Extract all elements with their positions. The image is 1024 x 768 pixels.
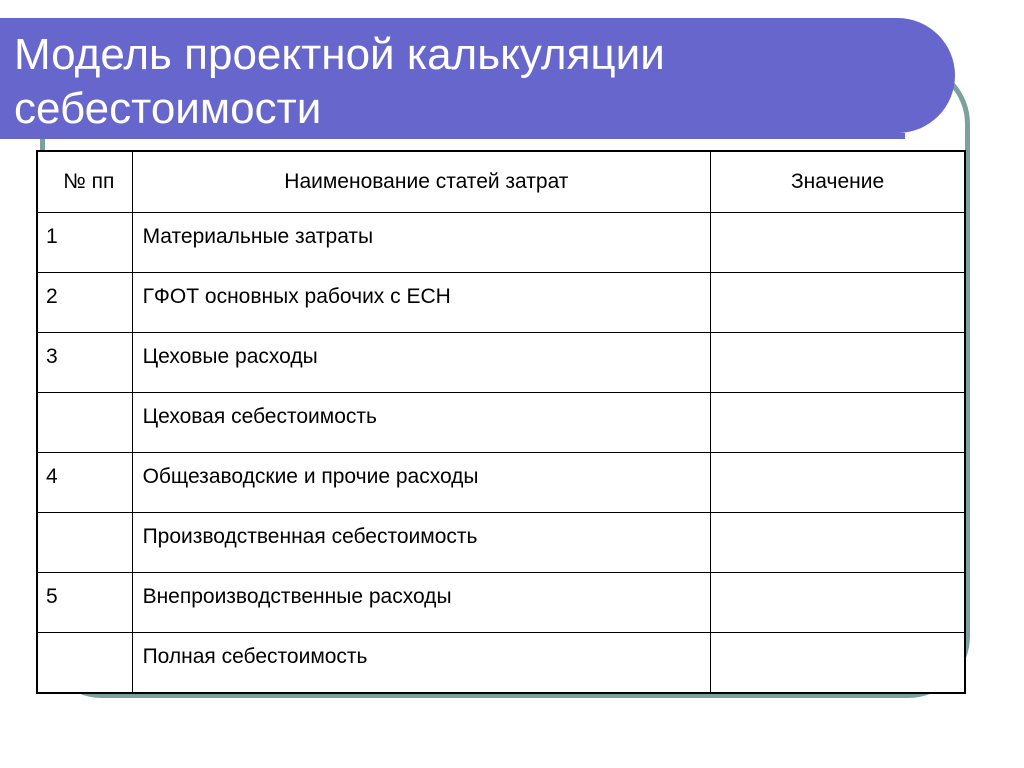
row-number [37, 393, 132, 453]
row-number: 4 [37, 453, 132, 513]
row-value [711, 573, 965, 633]
title-underline [0, 133, 905, 139]
row-number: 1 [37, 213, 132, 273]
row-value [711, 633, 965, 693]
row-number: 2 [37, 273, 132, 333]
table-header-row [37, 151, 965, 213]
row-value [711, 393, 965, 453]
row-item-name: Цеховые расходы [132, 333, 711, 393]
table-row [37, 573, 965, 633]
slide-title [14, 28, 665, 136]
table-row [37, 633, 965, 693]
row-number [37, 633, 132, 693]
row-item-name: Материальные затраты [132, 213, 711, 273]
row-item-name: ГФОТ основных рабочих с ЕСН [132, 273, 711, 333]
table-row [37, 273, 965, 333]
row-item-name: Общезаводские и прочие расходы [132, 453, 711, 513]
row-item-name: Полная себестоимость [132, 633, 711, 693]
header-value: Значение [711, 151, 965, 213]
row-number: 5 [37, 573, 132, 633]
title-line-1: Модель проектной калькуляции [14, 30, 665, 79]
table-row [37, 213, 965, 273]
title-band [0, 18, 955, 133]
row-value [711, 273, 965, 333]
table-row [37, 333, 965, 393]
row-value [711, 513, 965, 573]
row-number [37, 513, 132, 573]
row-value [711, 333, 965, 393]
header-item-name: Наименование статей затрат [132, 151, 711, 213]
row-value [711, 453, 965, 513]
title-line-2: себестоимости [14, 84, 322, 133]
row-item-name: Цеховая себестоимость [132, 393, 711, 453]
table-row [37, 513, 965, 573]
header-number: № пп [37, 151, 132, 213]
cost-calculation-table [36, 150, 966, 694]
table-row [37, 393, 965, 453]
row-item-name: Производственная себестоимость [132, 513, 711, 573]
table-row [37, 453, 965, 513]
row-value [711, 213, 965, 273]
row-item-name: Внепроизводственные расходы [132, 573, 711, 633]
row-number: 3 [37, 333, 132, 393]
